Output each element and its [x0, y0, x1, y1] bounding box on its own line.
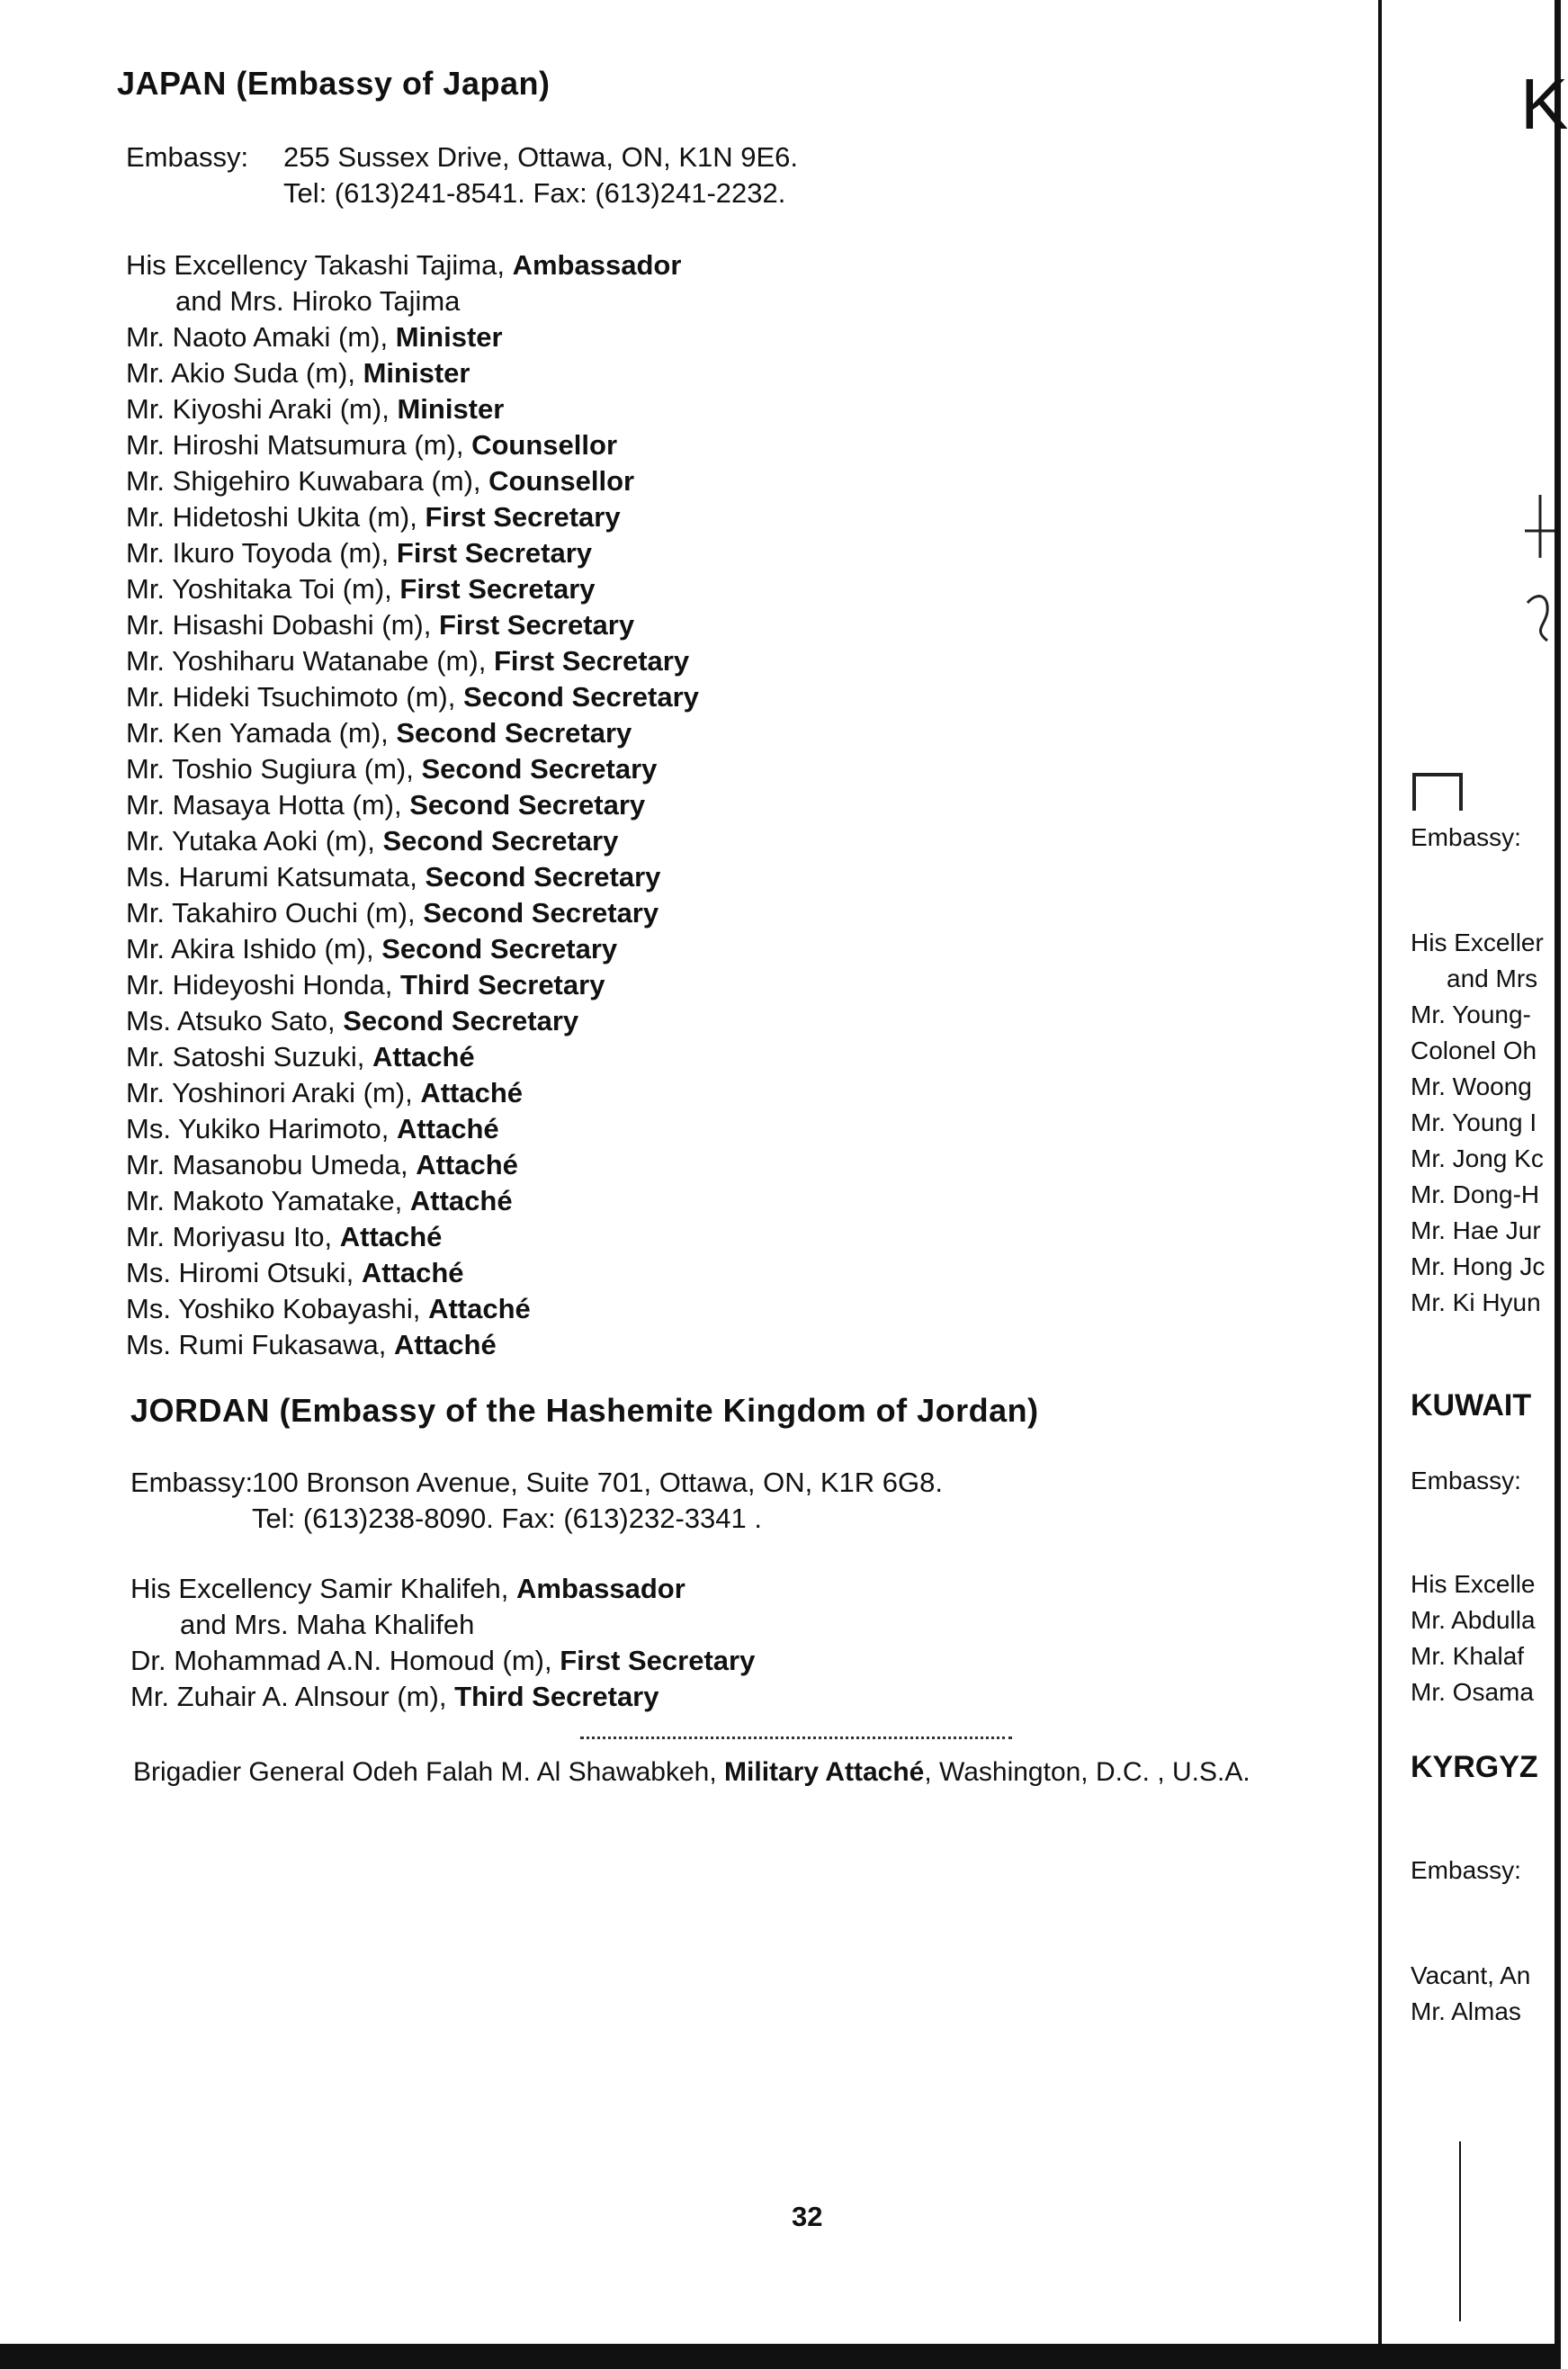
- staff-title: Attaché: [420, 1077, 524, 1108]
- staff-name: Mr. Masanobu Umeda,: [126, 1149, 408, 1180]
- staff-entry: [126, 931, 699, 967]
- staff-entry: [126, 967, 699, 1003]
- jordan-phone: Tel: (613)238-8090. Fax: (613)232-3341 .: [252, 1503, 762, 1534]
- jordan-staff-list: [130, 1571, 755, 1715]
- bracket-mark: [1411, 769, 1465, 814]
- page-number: 32: [792, 2201, 823, 2232]
- staff-entry: [126, 571, 699, 607]
- staff-entry: [126, 1039, 699, 1075]
- staff-entry: [126, 751, 699, 787]
- staff-title: First Secretary: [425, 501, 621, 533]
- staff-title: Third Secretary: [454, 1681, 659, 1712]
- adjacent-line: His Excelle: [1411, 1570, 1536, 1598]
- staff-entry: [126, 427, 699, 463]
- japan-address: 255 Sussex Drive, Ottawa, ON, K1N 9E6.: [283, 141, 799, 173]
- staff-entry: [126, 643, 699, 679]
- japan-staff-list: [126, 247, 699, 1363]
- staff-name: Ms. Rumi Fukasawa,: [126, 1329, 387, 1360]
- staff-entry: [126, 1075, 699, 1111]
- staff-name: Mr. Masaya Hotta (m),: [126, 789, 402, 821]
- adjacent-line: Mr. Hong Jc: [1411, 1252, 1546, 1280]
- staff-name: His Excellency Samir Khalifeh,: [130, 1573, 509, 1604]
- adjacent-line: Mr. Dong-H: [1411, 1180, 1540, 1208]
- staff-entry: [130, 1679, 755, 1715]
- staff-name: Ms. Hiromi Otsuki,: [126, 1257, 354, 1288]
- staff-name: Mr. Satoshi Suzuki,: [126, 1041, 365, 1072]
- jordan-address: 100 Bronson Avenue, Suite 701, Ottawa, ON, K1R 6G8.: [252, 1467, 944, 1498]
- staff-name: Mr. Akira Ishido (m),: [126, 933, 374, 965]
- staff-name: Mr. Yoshiharu Watanabe (m),: [126, 645, 487, 677]
- staff-title: First Secretary: [560, 1645, 756, 1676]
- staff-entry: [126, 1003, 699, 1039]
- adjacent-line: Embassy:: [1411, 1856, 1521, 1884]
- staff-entry: [126, 1183, 699, 1219]
- staff-name: Mr. Hideki Tsuchimoto (m),: [126, 681, 456, 713]
- staff-entry: [126, 535, 699, 571]
- staff-name: Mr. Toshio Sugiura (m),: [126, 753, 414, 785]
- jordan-embassy-label: Embassy:: [130, 1467, 254, 1498]
- staff-entry: [126, 895, 699, 931]
- adjacent-heading-kyrgyz: KYRGYZ: [1411, 1750, 1538, 1784]
- japan-phone: Tel: (613)241-8541. Fax: (613)241-2232.: [283, 177, 786, 209]
- staff-name: Mr. Hideyoshi Honda,: [126, 969, 393, 1001]
- japan-embassy-label: Embassy:: [126, 141, 249, 173]
- staff-title: Attaché: [361, 1257, 464, 1288]
- staff-title: Ambassador: [516, 1573, 685, 1604]
- staff-name: Mr. Hidetoshi Ukita (m),: [126, 501, 417, 533]
- staff-name: Mr. Ikuro Toyoda (m),: [126, 537, 390, 569]
- staff-entry: [126, 463, 699, 499]
- staff-title: First Secretary: [399, 573, 596, 605]
- staff-entry: [126, 1147, 699, 1183]
- staff-title: Counsellor: [488, 465, 635, 497]
- adjacent-line: Mr. Woong: [1411, 1072, 1532, 1100]
- japan-heading: JAPAN (Embassy of Japan): [117, 65, 551, 102]
- staff-entry: [126, 1291, 699, 1327]
- staff-title: First Secretary: [438, 609, 635, 641]
- binding-line: [1459, 2141, 1461, 2321]
- adjacent-line: Embassy:: [1411, 823, 1521, 851]
- adjacent-line: and Mrs: [1447, 965, 1538, 992]
- staff-entry: [130, 1643, 755, 1679]
- staff-title: Second Secretary: [462, 681, 699, 713]
- staff-name: Ms. Atsuko Sato,: [126, 1005, 336, 1036]
- staff-title: Second Secretary: [396, 717, 632, 749]
- adjacent-page-letter: K: [1520, 64, 1568, 144]
- adjacent-line: Mr. Young I: [1411, 1108, 1537, 1136]
- adjacent-line: Mr. Young-: [1411, 1001, 1531, 1028]
- staff-entry: [130, 1571, 755, 1607]
- staff-title: Counsellor: [471, 429, 618, 461]
- adjacent-line: Mr. Hae Jur: [1411, 1216, 1541, 1244]
- staff-title: Minister: [395, 321, 503, 353]
- staff-name: Mr. Shigehiro Kuwabara (m),: [126, 465, 481, 497]
- staff-name: Mr. Makoto Yamatake,: [126, 1185, 403, 1216]
- staff-title: Attaché: [416, 1149, 518, 1180]
- staff-entry: [126, 1111, 699, 1147]
- staff-entry: [130, 1607, 755, 1643]
- military-attache-name: Brigadier General Odeh Falah M. Al Shawabkeh,: [133, 1757, 717, 1787]
- staff-title: Second Secretary: [425, 861, 661, 893]
- staff-title: Second Secretary: [409, 789, 646, 821]
- adjacent-line: Mr. Almas: [1411, 1997, 1521, 2025]
- military-attache-title: Military Attaché: [724, 1757, 925, 1787]
- staff-name: Mr. Yutaka Aoki (m),: [126, 825, 375, 857]
- staff-name: Mr. Yoshinori Araki (m),: [126, 1077, 413, 1108]
- staff-name: Mr. Moriyasu Ito,: [126, 1221, 333, 1252]
- staff-entry: [126, 391, 699, 427]
- staff-title: Attaché: [396, 1113, 499, 1144]
- staff-entry: [126, 1219, 699, 1255]
- staff-entry: [126, 1255, 699, 1291]
- staff-entry: [126, 1327, 699, 1363]
- staff-entry: [126, 355, 699, 391]
- adjacent-line: Mr. Osama: [1411, 1678, 1534, 1706]
- adjacent-line: Embassy:: [1411, 1467, 1521, 1494]
- staff-name: Mr. Naoto Amaki (m),: [126, 321, 389, 353]
- staff-name: Ms. Yukiko Harimoto,: [126, 1113, 390, 1144]
- staff-entry: [126, 679, 699, 715]
- staff-entry: [126, 247, 699, 283]
- staff-title: Third Secretary: [400, 969, 605, 1001]
- staff-entry: [126, 787, 699, 823]
- staff-entry: [126, 823, 699, 859]
- scan-bottom-edge: [0, 2344, 1561, 2369]
- staff-entry: [126, 859, 699, 895]
- staff-name: Mr. Hisashi Dobashi (m),: [126, 609, 432, 641]
- staff-name: Mr. Kiyoshi Araki (m),: [126, 393, 390, 425]
- staff-entry: [126, 283, 699, 319]
- page-gutter-line: [1378, 0, 1382, 2369]
- staff-name: and Mrs. Hiroko Tajima: [175, 285, 461, 317]
- staff-name: and Mrs. Maha Khalifeh: [180, 1609, 475, 1640]
- staff-title: Attaché: [409, 1185, 513, 1216]
- staff-entry: [126, 607, 699, 643]
- adjacent-heading-kuwait: KUWAIT: [1411, 1388, 1532, 1422]
- adjacent-line: Mr. Abdulla: [1411, 1606, 1536, 1634]
- military-attache-line: [133, 1754, 1250, 1790]
- staff-entry: [126, 715, 699, 751]
- staff-name: Ms. Yoshiko Kobayashi,: [126, 1293, 421, 1324]
- staff-title: Attaché: [339, 1221, 443, 1252]
- staff-title: Ambassador: [512, 249, 682, 281]
- adjacent-line: Vacant, An: [1411, 1961, 1531, 1989]
- adjacent-line: Mr. Ki Hyun: [1411, 1288, 1541, 1316]
- staff-title: Second Secretary: [343, 1005, 579, 1036]
- staff-title: Attaché: [394, 1329, 497, 1360]
- staff-title: Minister: [397, 393, 505, 425]
- adjacent-line: Colonel Oh: [1411, 1036, 1537, 1064]
- staff-entry: [126, 319, 699, 355]
- staff-name: Dr. Mohammad A.N. Homoud (m),: [130, 1645, 552, 1676]
- staff-title: Second Secretary: [423, 897, 659, 929]
- adjacent-line: Mr. Jong Kc: [1411, 1144, 1544, 1172]
- staff-name: His Excellency Takashi Tajima,: [126, 249, 505, 281]
- staff-name: Mr. Yoshitaka Toi (m),: [126, 573, 392, 605]
- staff-title: Second Secretary: [381, 933, 618, 965]
- staff-name: Mr. Hiroshi Matsumura (m),: [126, 429, 464, 461]
- staff-title: Second Secretary: [382, 825, 619, 857]
- staff-name: Mr. Akio Suda (m),: [126, 357, 355, 389]
- staff-title: Second Secretary: [421, 753, 658, 785]
- staff-name: Ms. Harumi Katsumata,: [126, 861, 417, 893]
- staff-title: First Secretary: [396, 537, 593, 569]
- staff-title: Minister: [363, 357, 470, 389]
- page-edge: [1555, 0, 1561, 2369]
- adjacent-line: His Exceller: [1411, 929, 1544, 956]
- staff-name: Mr. Ken Yamada (m),: [126, 717, 389, 749]
- staff-entry: [126, 499, 699, 535]
- jordan-heading: JORDAN (Embassy of the Hashemite Kingdom of Jordan): [130, 1392, 1039, 1429]
- staff-name: Mr. Zuhair A. Alnsour (m),: [130, 1681, 447, 1712]
- staff-title: Attaché: [428, 1293, 531, 1324]
- military-attache-location: , Washington, D.C. , U.S.A.: [924, 1757, 1250, 1787]
- dotted-separator: [580, 1736, 1012, 1739]
- handwritten-mark: [1520, 486, 1556, 648]
- staff-title: Attaché: [372, 1041, 475, 1072]
- staff-name: Mr. Takahiro Ouchi (m),: [126, 897, 416, 929]
- adjacent-line: Mr. Khalaf: [1411, 1642, 1525, 1670]
- staff-title: First Secretary: [493, 645, 690, 677]
